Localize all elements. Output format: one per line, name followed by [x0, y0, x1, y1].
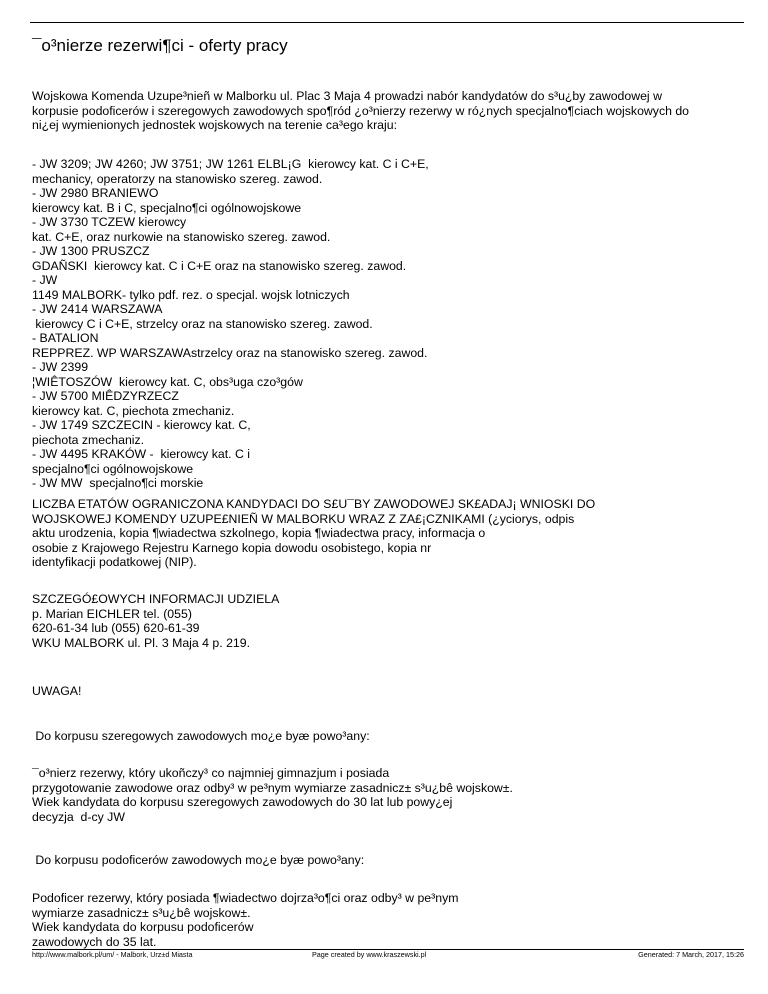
page-title: ¯o³nierze rezerwi¶ci - oferty pracy [32, 36, 288, 55]
list-item: - JW 4495 KRAKÓW - kierowcy kat. C i [32, 447, 250, 461]
list-item: - JW MW specjalno¶ci morskie [32, 476, 204, 490]
list-item: - JW [32, 273, 58, 287]
text-line: 620-61-34 lub (055) 620-61-39 [32, 621, 200, 635]
section-heading-szeregowi [32, 729, 744, 744]
footer-source-link[interactable]: http://www.malbork.pl/um/ - Malbork, Urz±d Miasta [32, 950, 193, 959]
text-line: p. Marian EICHLER tel. (055) [32, 606, 192, 621]
text-line: Podoficer rezerwy, który posiada ¶wiadectwo dojrza³o¶ci oraz odby³ w pe³nym [32, 891, 459, 905]
section-heading-podoficerowie [32, 853, 744, 868]
list-item: mechanicy, operatorzy na stanowisko szereg. zawod. [32, 171, 323, 186]
text-line: Wojskowa Komenda Uzupe³nieñ w Malborku ul. Plac 3 Maja 4 prowadzi nabór kandydatów do s³u¿by zawodowej w [32, 89, 662, 103]
text-line: identyfikacji podatkowej (NIP). [32, 555, 197, 569]
text-line: Wiek kandydata do korpusu szeregowych zawodowych do 30 lat lub powy¿ej [32, 795, 453, 809]
list-item: REPPREZ. WP WARSZAWAstrzelcy oraz na stanowisko szereg. zawod. [32, 345, 428, 360]
top-rule [30, 22, 744, 23]
text-line: zawodowych do 35 lat. [32, 934, 157, 949]
list-item: - JW 2980 BRANIEWO [32, 186, 159, 200]
list-item: GDAÑSKI kierowcy kat. C i C+E oraz na stanowisko szereg. zawod. [32, 258, 407, 273]
application-requirements [32, 497, 744, 570]
text-line: Wiek kandydata do korpusu podoficerów [32, 920, 254, 934]
footer-generated: Generated: 7 March, 2017, 15:26 [638, 950, 744, 959]
list-item: - JW 1300 PRUSZCZ [32, 244, 150, 258]
page-footer [32, 949, 744, 961]
text-line: LICZBA ETATÓW OGRANICZONA KANDYDACI DO S£U¯BY ZAWODOWEJ SK£ADAJ¡ WNIOSKI DO [32, 497, 596, 511]
list-item: kierowcy kat. B i C, specjalno¶ci ogólnowojskowe [32, 200, 302, 215]
units-list [32, 157, 744, 491]
text-line: Do korpusu szeregowych zawodowych mo¿e byæ powo³any: [32, 729, 370, 743]
text-line: WKU MALBORK ul. Pl. 3 Maja 4 p. 219. [32, 635, 251, 650]
text-line: wymiarze zasadnicz± s³u¿bê wojskow±. [32, 905, 251, 920]
list-item: specjalno¶ci ogólnowojskowe [32, 461, 194, 476]
list-item: ¦WIÊTOSZÓW kierowcy kat. C, obs³uga czo³gów [32, 374, 303, 389]
contact-info [32, 592, 744, 650]
list-item: - JW 5700 MIÊDZYRZECZ [32, 389, 179, 403]
szeregowi-requirements [32, 766, 744, 824]
list-item: - JW 1749 SZCZECIN - kierowcy kat. C, [32, 418, 251, 432]
text-line: ¯o³nierz rezerwy, który ukoñczy³ co najmniej gimnazjum i posiada [32, 766, 390, 780]
list-item: kierowcy C i C+E, strzelcy oraz na stanowisko szereg. zawod. [32, 316, 373, 331]
list-item: - JW 2414 WARSZAWA [32, 302, 163, 316]
list-item: kierowcy kat. C, piechota zmechaniz. [32, 403, 235, 418]
intro-paragraph [32, 89, 744, 133]
list-item: 1149 MALBORK- tylko pdf. rez. o specjal. wojsk lotniczych [32, 287, 350, 302]
list-item: - BATALION [32, 331, 99, 345]
text-line: decyzja d-cy JW [32, 809, 125, 824]
text-line: UWAGA! [32, 684, 82, 698]
list-item: kat. C+E, oraz nurkowie na stanowisko szereg. zawod. [32, 229, 331, 244]
text-line: aktu urodzenia, kopia ¶wiadectwa szkolnego, kopia ¶wiadectwa pracy, informacja o [32, 526, 486, 540]
warning-heading [32, 684, 744, 699]
text-line: ni¿ej wymienionych jednostek wojskowych na terenie ca³ego kraju: [32, 118, 397, 132]
text-line: osobie z Krajowego Rejestru Karnego kopia dowodu osobistego, kopia nr [32, 540, 432, 555]
footer-credit: Page created by www.kraszewski.pl [312, 950, 427, 959]
text-line: WOJSKOWEJ KOMENDY UZUPE£NIEÑ W MALBORKU WRAZ Z ZA£¡CZNIKAMI (¿yciorys, odpis [32, 511, 575, 526]
list-item: - JW 2399 [32, 360, 89, 374]
text-line: SZCZEGÓ£OWYCH INFORMACJI UDZIELA [32, 592, 280, 606]
text-line: przygotowanie zawodowe oraz odby³ w pe³nym wymiarze zasadnicz± s³u¿bê wojskow±. [32, 780, 513, 795]
text-line: Do korpusu podoficerów zawodowych mo¿e byæ powo³any: [32, 853, 365, 867]
list-item: piechota zmechaniz. [32, 432, 145, 447]
text-line: korpusie podoficerów i szeregowych zawodowych spo¶ród ¿o³nierzy rezerwy w ró¿nych specjalno¶ciach wojskowych do [32, 103, 690, 118]
list-item: - JW 3730 TCZEW kierowcy [32, 215, 187, 229]
list-item: - JW 3209; JW 4260; JW 3751; JW 1261 ELBL¡G kierowcy kat. C i C+E, [32, 157, 429, 171]
podoficerowie-requirements [32, 891, 744, 949]
